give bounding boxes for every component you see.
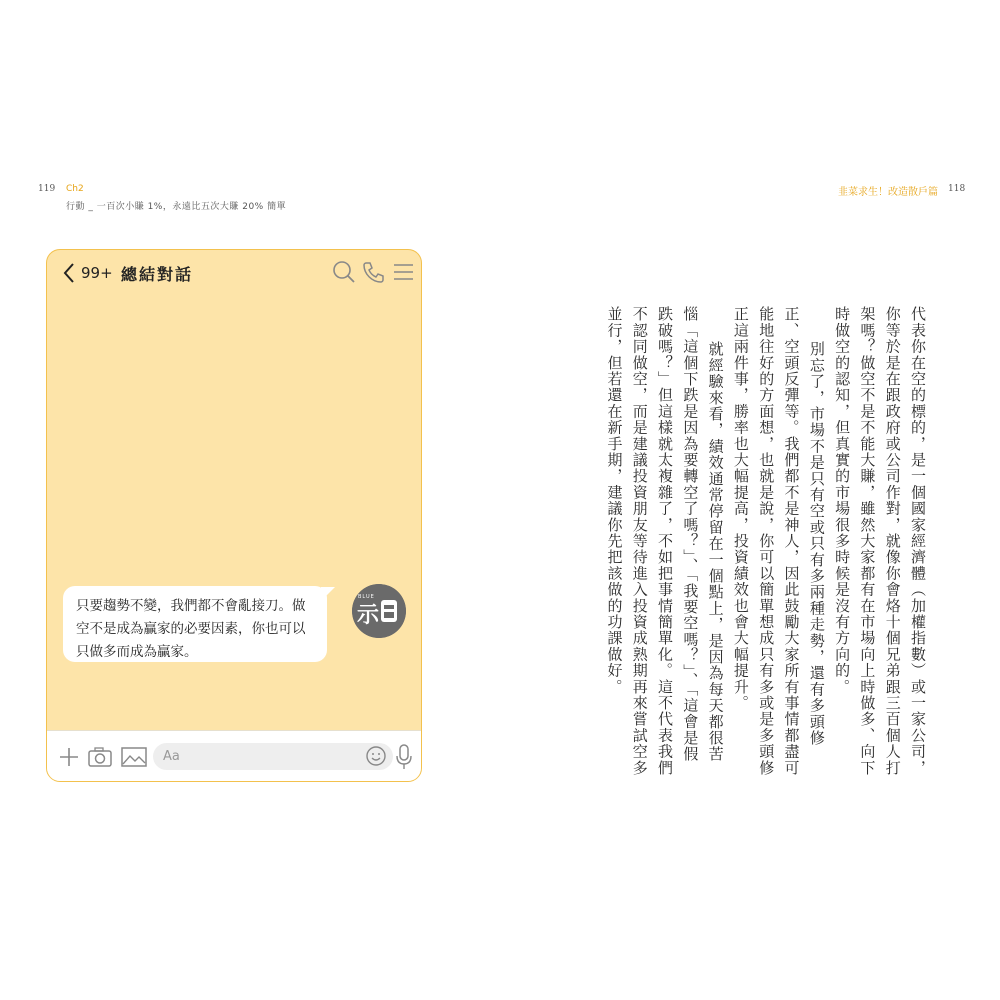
svg-text:BLUE: BLUE bbox=[358, 594, 375, 600]
body-text bbox=[601, 306, 930, 776]
chapter-label: Ch2 bbox=[66, 184, 84, 194]
search-icon[interactable] bbox=[331, 259, 357, 285]
right-page-number: 118 bbox=[948, 184, 966, 194]
bubble-tail bbox=[321, 587, 335, 601]
menu-icon[interactable] bbox=[390, 259, 416, 285]
phone-call-icon[interactable] bbox=[360, 259, 386, 285]
message-composer-bar bbox=[47, 730, 421, 782]
chat-phone-mockup bbox=[46, 249, 422, 782]
emoji-icon[interactable] bbox=[365, 745, 387, 767]
image-icon[interactable] bbox=[121, 744, 147, 770]
paragraph: 代表你在空的標的，是一個國家經濟體（加權指數）或一家公司，你等於是在跟政府或公司作對，就像你會烙十個兄弟跟三百個人打架嗎？做空不是不能大賺，雖然大家都有在市場向上時做多、向下時做空的認知，但真實的市場很多時候是沒有方向的。 bbox=[833, 306, 927, 776]
microphone-icon[interactable] bbox=[395, 743, 413, 771]
chevron-left-icon bbox=[61, 261, 77, 285]
chat-title: 總結對話 bbox=[121, 265, 194, 284]
svg-text:示: 示 bbox=[357, 603, 380, 628]
chapter-subtitle: 行動 _ 一百次小賺 1%，永遠比五次大賺 20% 簡單 bbox=[66, 202, 287, 212]
chat-message-bubble: 只要趨勢不變，我們都不會亂接刀。做空不是成為贏家的必要因素，你也可以只做多而成為贏家。 bbox=[63, 586, 327, 662]
camera-icon[interactable] bbox=[87, 744, 113, 770]
section-title: 韭菜求生！改造散戶篇 bbox=[838, 187, 938, 198]
message-input[interactable]: Aa bbox=[153, 743, 393, 770]
paragraph: 就經驗來看，績效通常停留在一個點上，是因為每天都很苦惱「這個下跌是因為要轉空了嗎？」、「我要空嗎？」、「這會是假跌破嗎？」但這樣就太複雜了，不如把事情簡單化。這不代表我們不認同做空，而是建議投資朋友等待進入投資成熟期再來嘗試空多並行，但若還在新手期，建議你先把該做的功課做好。 bbox=[605, 306, 725, 776]
avatar[interactable] bbox=[352, 584, 406, 638]
chat-top-bar bbox=[47, 250, 421, 296]
unread-count: 99+ bbox=[81, 264, 113, 282]
paragraph: 別忘了，市場不是只有空或只有多兩種走勢，還有多頭修正、空頭反彈等。我們都不是神人，因此鼓勵大家所有事情都盡可能地往好的方面想，也就是說，你可以簡單想成只有多或是多頭修正這兩件事，勝率也大幅提高，投資績效也會大幅提升。 bbox=[731, 306, 826, 776]
plus-icon[interactable] bbox=[56, 744, 82, 770]
left-page-number: 119 bbox=[38, 184, 56, 194]
avatar-logo-icon bbox=[352, 584, 406, 638]
